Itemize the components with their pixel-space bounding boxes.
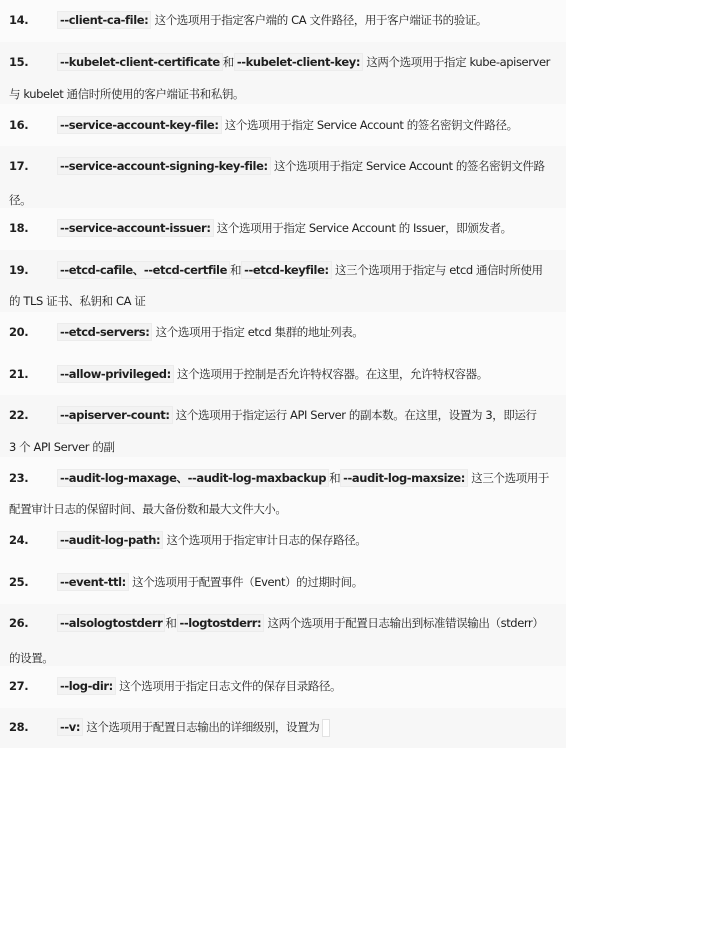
- item-number: 14.: [9, 13, 29, 27]
- option-name: --service-account-issuer:: [57, 219, 214, 237]
- option-description: 这两个选项用于配置日志输出到标准错误输出（stderr）: [267, 616, 544, 630]
- option-description: 这个选项用于控制是否允许特权容器。在这里，允许特权容器。: [177, 367, 488, 381]
- option-description-continued: 与 kubelet 通信时所使用的客户端证书和私钥。: [9, 87, 245, 101]
- item-number: 27.: [9, 679, 29, 693]
- option-name: --kubelet-client-key:: [234, 53, 363, 71]
- item-number: 18.: [9, 221, 29, 235]
- option-description: 这个选项用于配置日志输出的详细级别，设置为: [86, 720, 320, 734]
- option-description: 这两个选项用于指定 kube-apiserver: [366, 55, 550, 69]
- option-name: --alsologtostderr: [57, 614, 165, 632]
- option-name: --service-account-key-file:: [57, 116, 222, 134]
- option-name: --allow-privileged:: [57, 365, 174, 383]
- option-name: --audit-log-path:: [57, 531, 163, 549]
- option-description: 这个选项用于指定审计日志的保存路径。: [166, 533, 367, 547]
- item-number: 15.: [9, 55, 29, 69]
- option-description-continued: 的 TLS 证书、私钥和 CA 证: [9, 294, 146, 308]
- option-name: --v:: [57, 718, 83, 736]
- item-number: 24.: [9, 533, 29, 547]
- option-description-continued: 配置审计日志的保留时间、最大备份数和最大文件大小。: [9, 502, 287, 516]
- option-description: 这个选项用于指定 Service Account 的签名密钥文件路: [273, 159, 545, 173]
- option-description: 这个选项用于指定运行 API Server 的副本数。在这里，设置为 3，即运行: [175, 408, 537, 422]
- option-conjunction: 和: [222, 55, 234, 69]
- option-description: 这三个选项用于指定与 etcd 通信时所使用: [334, 263, 543, 277]
- option-name: --etcd-servers:: [57, 323, 152, 341]
- option-conjunction: 和: [329, 471, 341, 485]
- option-description: 这个选项用于指定 etcd 集群的地址列表。: [155, 325, 364, 339]
- option-name: --client-ca-file:: [57, 11, 151, 29]
- option-name: --apiserver-count:: [57, 406, 173, 424]
- inline-code-box: [322, 719, 330, 737]
- option-description-continued: 3 个 API Server 的副: [9, 440, 115, 454]
- item-number: 21.: [9, 367, 29, 381]
- option-description: 这三个选项用于: [471, 471, 549, 485]
- option-name: --log-dir:: [57, 677, 116, 695]
- option-conjunction: 和: [229, 263, 242, 277]
- option-description-continued: 的设置。: [9, 651, 54, 665]
- option-description: 这个选项用于指定 Service Account 的 Issuer，即颁发者。: [216, 221, 512, 235]
- item-number: 16.: [9, 118, 29, 132]
- option-description: 这个选项用于指定 Service Account 的签名密钥文件路径。: [224, 118, 518, 132]
- option-name: --service-account-signing-key-file:: [57, 157, 271, 175]
- option-name: --event-ttl:: [57, 573, 129, 591]
- row-band: [0, 146, 566, 208]
- item-number: 19.: [9, 263, 29, 277]
- option-name: --kubelet-client-certificate: [57, 53, 223, 71]
- option-conjunction: 和: [165, 616, 177, 630]
- option-description: 这个选项用于指定日志文件的保存目录路径。: [119, 679, 342, 693]
- item-number: 17.: [9, 159, 29, 173]
- item-number: 25.: [9, 575, 29, 589]
- item-number: 26.: [9, 616, 29, 630]
- option-name: --etcd-cafile、--etcd-certfile: [57, 261, 230, 279]
- item-number: 22.: [9, 408, 29, 422]
- option-name: --logtostderr:: [177, 614, 265, 632]
- item-number: 20.: [9, 325, 29, 339]
- option-description: 这个选项用于配置事件（Event）的过期时间。: [132, 575, 363, 589]
- option-description: 这个选项用于指定客户端的 CA 文件路径，用于客户端证书的验证。: [154, 13, 488, 27]
- option-description-continued: 径。: [9, 193, 32, 207]
- option-name: --audit-log-maxsize:: [340, 469, 468, 487]
- item-number: 28.: [9, 720, 29, 734]
- option-name: --audit-log-maxage、--audit-log-maxbackup: [57, 469, 329, 487]
- item-number: 23.: [9, 471, 29, 485]
- option-name: --etcd-keyfile:: [241, 261, 332, 279]
